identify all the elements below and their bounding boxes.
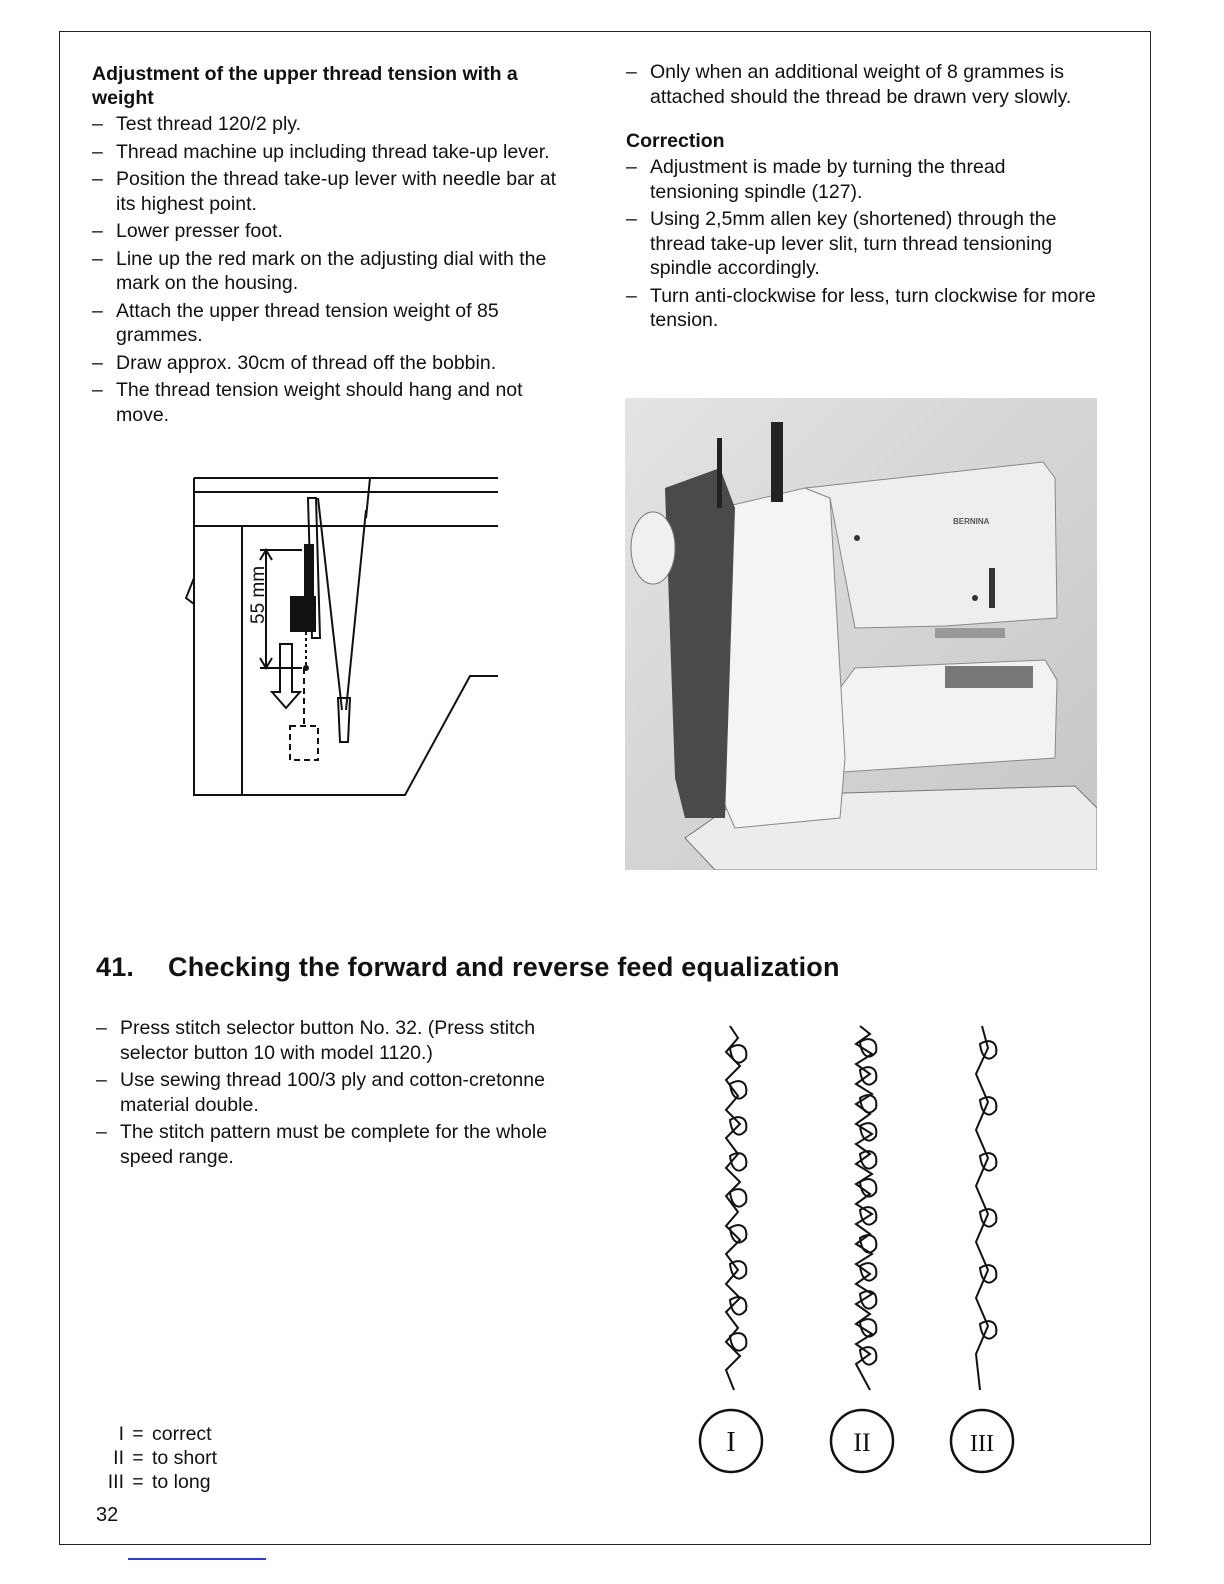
list-item: – Test thread 120/2 ply. <box>92 112 572 137</box>
list-item: – Attach the upper thread tension weight of 85 grammes. <box>92 299 572 348</box>
pattern-legend <box>92 1422 217 1494</box>
page-number: 32 <box>96 1504 119 1526</box>
list-item: – Line up the red mark on the adjusting dial with the mark on the housing. <box>92 247 572 296</box>
legend-symbol: II <box>113 1447 124 1469</box>
stitch-pattern-correct <box>726 1026 746 1390</box>
list-item: – Only when an additional weight of 8 grammes is attached should the thread be drawn very slowly. <box>626 60 1096 109</box>
list-item: – Using 2,5mm allen key (shortened) through the thread take-up lever slit, turn thread tensioning spindle accordingly. <box>626 207 1096 281</box>
section-title-text: Checking the forward and reverse feed equalization <box>168 952 840 982</box>
brand-label: BERNINA <box>953 517 990 526</box>
stitch-patterns-figure <box>690 1018 1050 1498</box>
sewing-machine-photo <box>625 398 1097 870</box>
continuation-list <box>626 60 1096 109</box>
legend-symbol: III <box>107 1471 124 1493</box>
legend-equals: = <box>132 1423 144 1445</box>
legend-row <box>92 1422 217 1446</box>
legend-text: to long <box>152 1471 211 1493</box>
stitch-pattern-long <box>976 1026 996 1390</box>
correction-list <box>626 155 1096 333</box>
section-41-instructions <box>96 1016 576 1172</box>
legend-row <box>92 1470 217 1494</box>
right-column-text <box>626 60 1096 336</box>
dimension-label: 55 mm <box>248 565 269 624</box>
list-item: – Thread machine up including thread take-up lever. <box>92 140 572 165</box>
legend-symbol: I <box>118 1423 124 1445</box>
list-item: – Use sewing thread 100/3 ply and cotton-cretonne material double. <box>96 1068 576 1117</box>
thread-weight-diagram <box>180 470 510 800</box>
list-item: – The thread tension weight should hang and not move. <box>92 378 572 427</box>
list-item: – Draw approx. 30cm of thread off the bobbin. <box>92 351 572 376</box>
section-41-title <box>96 952 840 983</box>
blue-underline <box>128 1558 266 1560</box>
legend-text: to short <box>152 1447 218 1469</box>
legend-text: correct <box>152 1423 212 1445</box>
legend-equals: = <box>132 1471 144 1493</box>
legend-row <box>92 1446 217 1470</box>
pattern-label: III <box>970 1431 994 1457</box>
upper-tension-section <box>92 62 572 430</box>
stitch-pattern-short <box>856 1026 876 1390</box>
section-number: 41. <box>96 952 135 982</box>
pattern-label: II <box>853 1428 871 1457</box>
upper-tension-heading: Adjustment of the upper thread tension with a weight <box>92 63 518 109</box>
list-item: – Lower presser foot. <box>92 219 572 244</box>
list-item: – The stitch pattern must be complete for the whole speed range. <box>96 1120 576 1169</box>
correction-heading: Correction <box>626 130 725 152</box>
pattern-label: I <box>726 1427 736 1458</box>
list-item: – Adjustment is made by turning the thread tensioning spindle (127). <box>626 155 1096 204</box>
section-41-list <box>96 1016 576 1169</box>
legend-equals: = <box>132 1447 144 1469</box>
list-item: – Turn anti-clockwise for less, turn clockwise for more tension. <box>626 284 1096 333</box>
list-item: – Position the thread take-up lever with needle bar at its highest point. <box>92 167 572 216</box>
list-item: – Press stitch selector button No. 32. (Press stitch selector button 10 with model 1120.) <box>96 1016 576 1065</box>
upper-tension-list <box>92 112 572 427</box>
